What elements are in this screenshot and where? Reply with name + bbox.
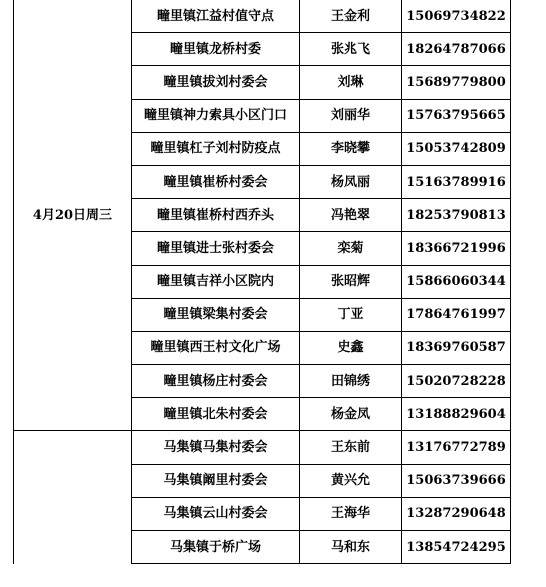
phone-cell: 15689779800 [402,66,511,99]
phone-cell: 13287290648 [402,497,511,530]
phone-cell: 13854724295 [402,531,511,564]
name-cell: 冯艳翠 [300,199,402,232]
location-cell: 疃里镇崔桥村西乔头 [132,199,300,232]
phone-cell: 18253790813 [402,199,511,232]
name-cell: 杨凤丽 [300,165,402,198]
location-cell: 马集镇云山村委会 [132,497,300,530]
date-cell [14,431,132,564]
name-cell: 张兆飞 [300,33,402,66]
location-cell: 疃里镇龙桥村委 [132,33,300,66]
table-row [14,431,511,464]
name-cell: 李晓攀 [300,132,402,165]
phone-cell: 15063739666 [402,464,511,497]
location-cell: 疃里镇杨庄村委会 [132,365,300,398]
name-cell: 马和东 [300,531,402,564]
location-cell: 疃里镇西王村文化广场 [132,331,300,364]
phone-cell: 17864761997 [402,298,511,331]
phone-cell: 15020728228 [402,365,511,398]
schedule-table [13,0,511,564]
schedule-table-wrap [13,0,511,564]
phone-cell: 15866060344 [402,265,511,298]
date-cell: 4月20日周三 [14,0,132,431]
name-cell: 张昭辉 [300,265,402,298]
phone-cell: 13176772789 [402,431,511,464]
phone-cell: 18369760587 [402,331,511,364]
phone-cell: 18366721996 [402,232,511,265]
phone-cell: 18264787066 [402,33,511,66]
phone-cell: 13188829604 [402,398,511,431]
name-cell: 王东前 [300,431,402,464]
name-cell: 田锦绣 [300,365,402,398]
location-cell: 疃里镇拔刘村委会 [132,66,300,99]
phone-cell: 15163789916 [402,165,511,198]
location-cell: 疃里镇崔桥村委会 [132,165,300,198]
name-cell: 王海华 [300,497,402,530]
phone-cell: 15053742809 [402,132,511,165]
location-cell: 疃里镇北朱村委会 [132,398,300,431]
location-cell: 马集镇阚里村委会 [132,464,300,497]
location-cell: 马集镇于桥广场 [132,531,300,564]
name-cell: 刘琳 [300,66,402,99]
location-cell: 疃里镇江益村值守点 [132,0,300,33]
location-cell: 疃里镇神力索具小区门口 [132,99,300,132]
location-cell: 疃里镇梁集村委会 [132,298,300,331]
name-cell: 杨金凤 [300,398,402,431]
location-cell: 疃里镇杠子刘村防疫点 [132,132,300,165]
phone-cell: 15069734822 [402,0,511,33]
location-cell: 马集镇马集村委会 [132,431,300,464]
name-cell: 刘丽华 [300,99,402,132]
location-cell: 疃里镇进士张村委会 [132,232,300,265]
location-cell: 疃里镇吉祥小区院内 [132,265,300,298]
name-cell: 栾菊 [300,232,402,265]
name-cell: 丁亚 [300,298,402,331]
phone-cell: 15763795665 [402,99,511,132]
name-cell: 王金利 [300,0,402,33]
name-cell: 史鑫 [300,331,402,364]
table-row [14,0,511,33]
name-cell: 黄兴允 [300,464,402,497]
